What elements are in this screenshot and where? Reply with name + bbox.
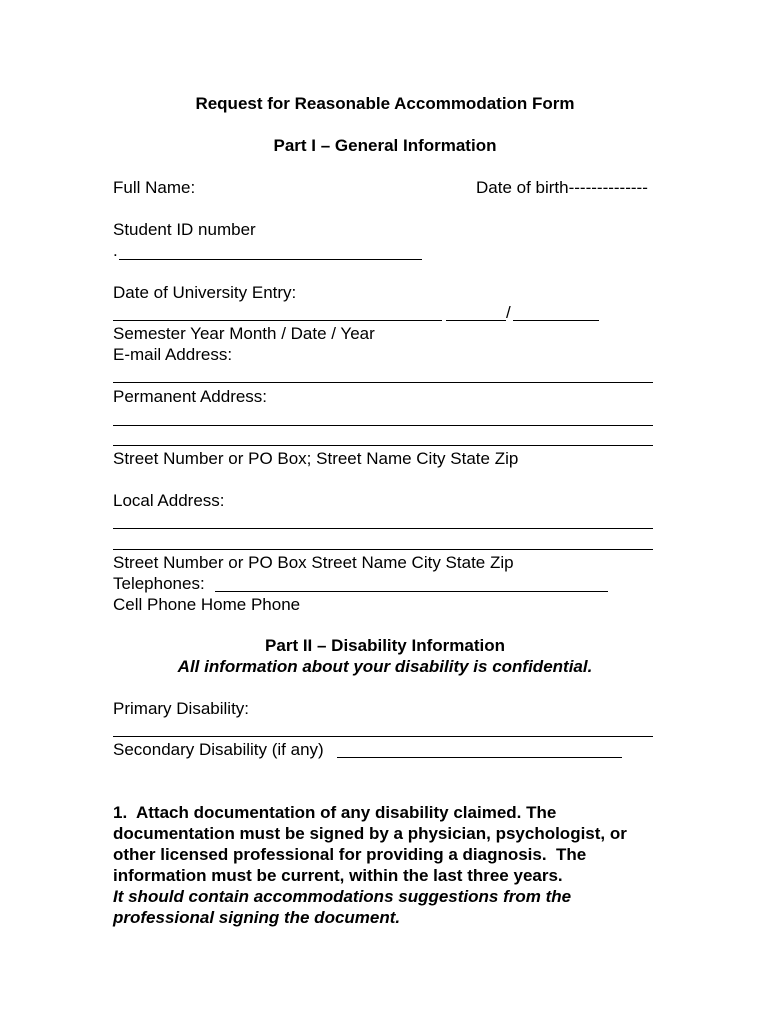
phone-caption: Cell Phone Home Phone [113,595,301,614]
dob-label: Date of birth-------------- [476,178,648,197]
email-label: E-mail Address: [113,345,233,364]
entry-semester-line[interactable] [113,320,442,321]
form-title: Request for Reasonable Accommodation Form [195,94,575,113]
instruction-line: documentation must be signed by a physician, psychologist, or [113,824,627,843]
part1-heading: Part I – General Information [273,136,497,155]
instruction-italic-line: professional signing the document. [113,908,401,927]
local-line-1[interactable] [113,528,653,529]
instruction-line: 1. Attach documentation of any disability claimed. The [113,803,557,822]
telephones-label: Telephones: [113,574,205,593]
telephones-line[interactable] [215,591,608,592]
secondary-disability-label: Secondary Disability (if any) [113,740,324,759]
confidential-note: All information about your disability is confidential. [177,657,593,676]
part2-heading: Part II – Disability Information [265,636,505,655]
entry-label: Date of University Entry: [113,283,297,302]
permanent-label: Permanent Address: [113,387,268,406]
entry-date-line-1[interactable] [446,320,506,321]
instruction-italic-line: It should contain accommodations suggestions from the [113,887,572,906]
student-id-dot: . [113,241,118,260]
primary-disability-line[interactable] [113,736,653,737]
primary-disability-label: Primary Disability: [113,699,250,718]
local-line-2[interactable] [113,549,653,550]
secondary-disability-line[interactable] [337,757,622,758]
full-name-label: Full Name: [113,178,196,197]
local-caption: Street Number or PO Box Street Name City State Zip [113,553,514,572]
instruction-line: other licensed professional for providing a diagnosis. The [113,845,587,864]
entry-date-line-2[interactable] [513,320,599,321]
local-label: Local Address: [113,491,225,510]
permanent-line-1[interactable] [113,425,653,426]
entry-slash: / [506,303,511,322]
instruction-line: information must be current, within the last three years. [113,866,563,885]
email-line[interactable] [113,382,653,383]
student-id-line[interactable] [119,259,422,260]
permanent-caption: Street Number or PO Box; Street Name City State Zip [113,449,519,468]
permanent-line-2[interactable] [113,445,653,446]
entry-caption: Semester Year Month / Date / Year [113,324,375,343]
student-id-label: Student ID number [113,220,256,239]
